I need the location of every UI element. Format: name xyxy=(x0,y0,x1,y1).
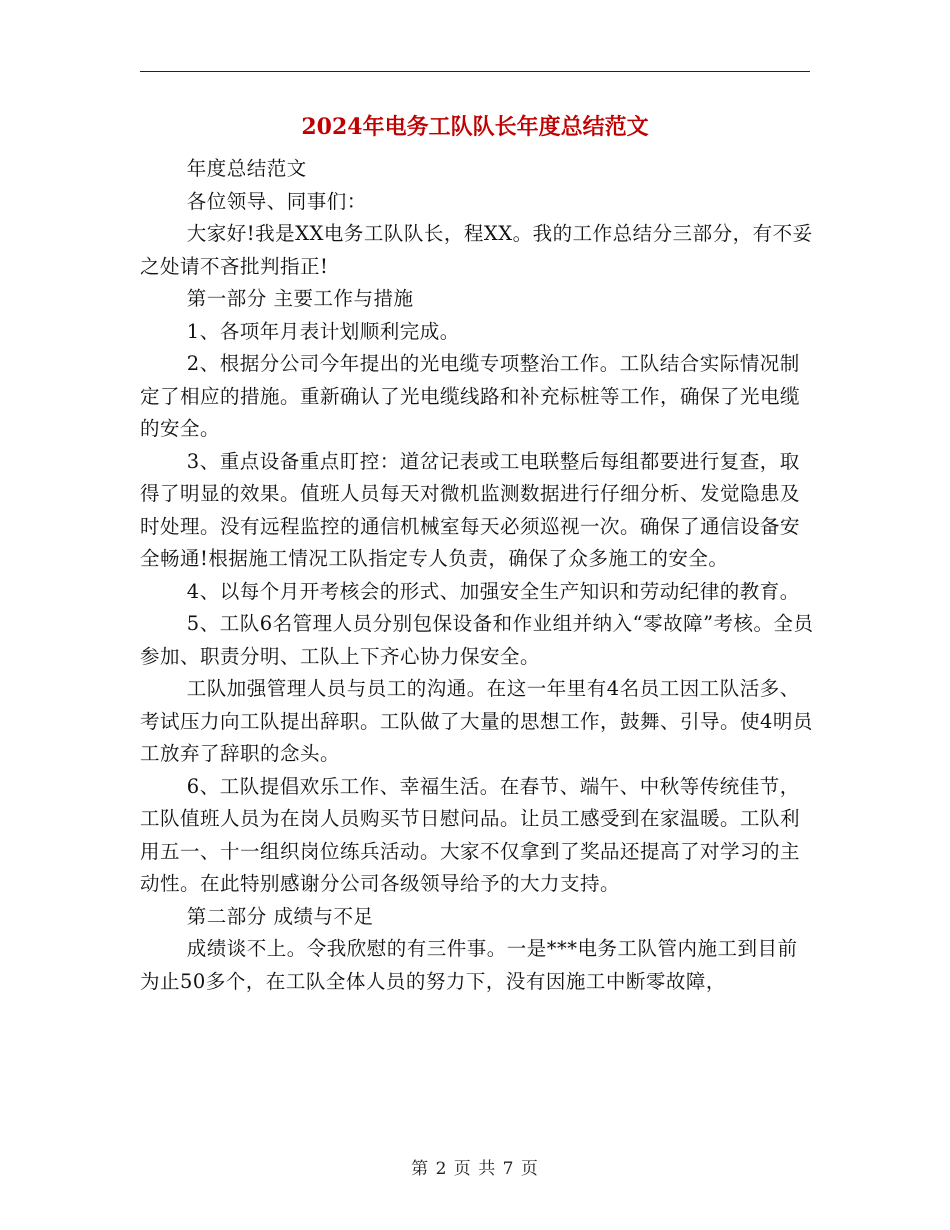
header-rule xyxy=(140,71,810,72)
paragraph: 大家好!我是XX电务工队队长，程XX。我的工作总结分三部分，有不妥之处请不吝批判指正! xyxy=(140,222,813,278)
paragraph: 5、工队6名管理人员分别包保设备和作业组并纳入“零故障”考核。全员参加、职责分明、工队上下齐心协力保安全。 xyxy=(140,612,814,668)
document-title: 2024年电务工队队长年度总结范文 xyxy=(301,114,649,140)
document-body xyxy=(140,153,815,998)
section-heading: 第二部分 成绩与不足 xyxy=(186,904,374,928)
paragraph: 年度总结范文 xyxy=(186,157,307,180)
paragraph: 3、重点设备重点盯控：道岔记表或工电联整后每组都要进行复查，取得了明显的效果。值班人员每天对微机监测数据进行仔细分析、发觉隐患及时处理。没有远程监控的通信机械室每天必须巡视一次。确保了通信设备安全畅通!根据施工情况工队指定专人负责，确保了众多施工的安全。 xyxy=(140,449,801,570)
paragraph: 成绩谈不上。令我欣慰的有三件事。一是***电务工队管内施工到目前为止50多个，在工队全体人员的努力下，没有因施工中断零故障， xyxy=(140,937,798,993)
paragraph: 工队加强管理人员与员工的沟通。在这一年里有4名员工因工队活多、考试压力向工队提出辞职。工队做了大量的思想工作，鼓舞、引导。使4明员工放弃了辞职的念头。 xyxy=(140,677,813,765)
paragraph: 各位领导、同事们： xyxy=(186,189,367,213)
paragraph: 6、工队提倡欢乐工作、幸福生活。在春节、端午、中秋等传统佳节，工队值班人员为在岗人员购买节日慰问品。让员工感受到在家温暖。工队利用五一、十一组织岗位练兵活动。大家不仅拿到了奖品还提高了对学习的主动性。在此特别感谢分公司各级领导给予的大力支持。 xyxy=(140,774,801,895)
section-heading: 第一部分 主要工作与措施 xyxy=(186,287,414,310)
paragraph: 4、以每个月开考核会的形式、加强安全生产知识和劳动纪律的教育。 xyxy=(186,579,800,603)
paragraph: 2、根据分公司今年提出的光电缆专项整治工作。工队结合实际情况制定了相应的措施。重新确认了光电缆线路和补充标桩等工作，确保了光电缆的安全。 xyxy=(140,352,801,440)
paragraph: 1、各项年月表计划顺利完成。 xyxy=(186,319,460,343)
page-footer: 第 2 页 共 7 页 xyxy=(411,1159,539,1179)
